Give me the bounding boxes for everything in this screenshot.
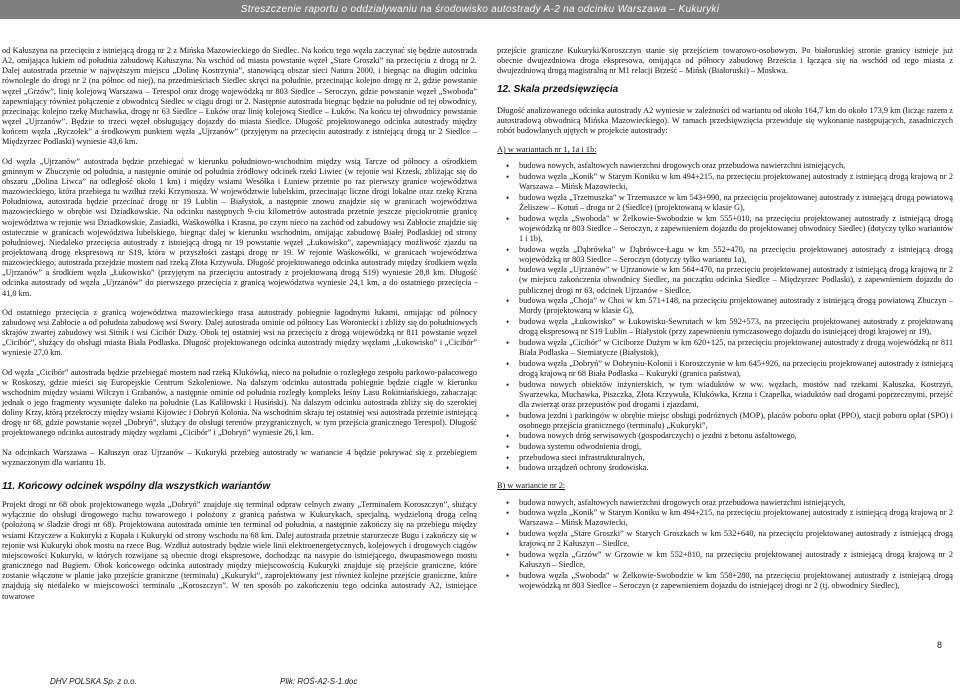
list-item: • budowa węzła „Dąbrówka” w Dąbrówce-Łagu w km 552+470, na przecięciu projektowanej autostrady z istniejącą drogą wojewódzką nr 803 Siedlce – Seroczyn (dotyczy tylko wariantu 1a),	[519, 245, 953, 265]
paragraph: od Kałuszyna na przecięciu z istniejącą drogą nr 2 z Mińska Mazowieckiego do Siedlec. Na końcu tego węzła zaczynać się będzie autostrada A2, omijająca łukiem od południa zabudowę Kałuszyna. Na wschód od miasta powstanie węzeł „Stare Groszki” na przecięciu z drogą nr 2. Dalej autostrada przetnie w najwęższym miejscu „Dolinę Kostrzynia”, stanowiącą obszar sieci Natura 2000, i biegnąc na długim odcinku równolegle do drogi nr 2 (na północ od niej), na przedmieściach Siedlec skręci na południe, przecinając kolejno drogę nr 2, gdzie powstanie węzeł „Grzów”, linię kolejową Warszawa – Terespol oraz drogę wojewódzką nr 803 Siedlce – Seroczyn, gdzie powstanie węzeł „Swoboda” zapewniający również połączenie z obwodnicą Siedlec w ciągu drogi nr 2. Następnie autostrada biegnąc będzie na południe od tej obwodnicy, przecinając kolejno rzekę Muchawka, drogę nr 63 Siedlce – Łuków oraz linię kolejową Siedlce – Łuków. Na końcu tej obwodnicy powstanie węzeł „Ujrzanów”. Będzie to trzeci węzeł obsługujący dojazdy do miasta Siedlce. Długość projektowanego odcinka autostrady między końcem węzła „Ryczołek” a środkowym punktem węzła „Ujrzanów” (przyjętym na przecięciu autostrady z istniejącą drogą nr 2 Siedlce – Międzyrzec Podlaski) wyniesie 43,6 km.	[2, 46, 477, 147]
paragraph: Od węzła „Cicibór” autostrada będzie przebiegać mostem nad rzeką Klukówką, nieco na południe o rozległego zespołu parkowo-pałacowego w Roskoszy, gdzie mieści się Europejskie Centrum Szkoleniowe. Na dalszym odcinku autostrada pobiegnie będzie ciągle w kierunku wschodnim między wsiami Wilczyn i Grabanów, a następnie ominie od południa rozległy kompleks leśny Lasu Rokitniańskiego, zahaczając jednak o jego fragmenty wysunięte daleko na południe (Las Kaliłowski i Husiński). Na dalszym odcinku autostrada zbliży się do szerokiej doliny Krzy, którą przekroczy między wsiami Kijowiec i Dobryń Kolonia. Na wschodnim skraju tej ostatniej wsi autostrada przetnie istniejącą drogę nr 68, gdzie powstanie węzeł „Dobryń”, służący do obsługi terenów przygranicznych, w tym przejścia granicznego Terespol). Długość projektowanego odcinka autostrady między węzłami „Cicibór” i „Dobryń” wyniesie 26,1 km.	[2, 367, 477, 438]
left-column	[2, 46, 477, 611]
list-item: • budowa nowych obiektów inżynierskich, w tym wiaduktów w ww. węzłach, mostów nad rzekami Kałuszka, Kostrzyń, Swarzewka, Muchawka, Piszczka, Złota Krzywuła, Klukówka, Krzna i Czapelka, wiaduktów nad drogami poprzecznymi, przejść dla zwierząt oraz przepustów pod drogami i zjazdami,	[519, 380, 953, 410]
list-item: • budowa systemu odwodnienia drogi,	[519, 442, 953, 452]
list-item: • budowa nowych dróg serwisowych (gospodarczych) o jezdni z betonu asfaltowego,	[519, 431, 953, 441]
list-item: • budowa węzła „Trzemuszka” w Trzemuszce w km 543+990, na przecięciu projektowanej autostrady z istniejącą drogą powiatową Żeliszew – Kotuń – droga nr 2 (Siedlce) (projektowaną w klasie G),	[519, 193, 953, 213]
paragraph: Od węzła „Ujrzanów” autostrada będzie przebiegać w kierunku południowo-wschodnim między wsią Tarcze od północy a ośrodkiem gminnym w Zbuczynie od południa, a następnie ominie od południa źródłowy odcinek rzeki Liwiec (w rejonie wsi Krzesk, zbliżając się do obszaru „Dolina Liwca” na odległość około 1 km) i między wsiami Wesółka i Łuniew przetnie po raz pierwszy granice województwa mazowieckiego, która przebiega tu wzdłuż rzeki Krzymosza. W województwie lubelskim, przecinając liczne drogi lokalne oraz rzekę Krzna Południowa, autostrada będzie przecinać drogę nr 19 Lublin – Białystok, a następnie znowu znajdzie się w granicach województwa mazowieckiego w obrębie wsi Dziadkowskie. Na odcinku następnych 9-ciu kilometrów autostrada przetnie jeszcze pięciokrotnie granicę województwa w rejonie wsi Dziadkowskie, Zasiadki, Waśkowólka i Krasna, po czym nieco na zachód od zabudowy wsi Zabłocie znajdzie się ostatecznie w granicach województwa lubelskiego, biegnąc dalej w kierunku wschodnim, omijając zabudowę Białej Podlaskiej od strony południowej. Niedaleko przecięcia autostrady z istniejącą drogą nr 19 powstanie węzeł „Łukowisko”, zapewniający możliwość zjazdu na projektowaną drogę ekspresową nr S19, która w przyszłości zastąpi drogę nr 19. W rejonie Waśkowólki, w granicach województwa mazowieckiego, autostrada przejdzie mostem nad rzeką Złota Krzywuła. Długość projektowanego odcinka autostrady między środkiem węzła „Ujrzanów” a środkiem węzła „Łukowisko” (przyjętym na przecięciu autostrady z projektowaną drogą S19) wyniesie 28,8 km. Długość odcinka autostrady od węzła „Ujrzanów” do pierwszego przecięcia z granicą województwa wyniesie 24,1 km, a do ostatniego przecięcia - 41,0 km.	[2, 156, 477, 298]
paragraph: Projekt drogi nr 68 obok projektowanego węzła „Dobryń” znajduje się terminal odpraw celnych zwany „Terminalem Koroszczyn”, służący wyłącznie do obsługi drogowego ruchu towarowego i położony z granicą państwa w Kukurykach, specjalną, wydzieloną drogą celną (położoną w śladzie drogi nr 68). Projektowana autostrada ominie ten terminal od południa, a następnie zakończy się na przebiegu między wsiami Krzyczew a Kukuryki z Kupała i Kukuryki od strony wschodu na 68 km. Dalej autostrada przetnie starorzecze Bugu i zakończy się w rejonie wsi Kukuryki obok mostu na rzece Bug. Wzdłuż autostrady będzie wiele linii elektroenergetycznych, kolejowych i drogowych ciągów miejscowości Kukuryki, w których rozwijane są obecnie drogi ekspresowe, dochodząc na nasypie do istniejącego, dwupasmowego mostu granicznego nad Bugiem. Obok końcowego odcinka autostrady między miejscowością Kukuryki znajduje się przejście graniczne, które zostanie włączone w planie jako przejście graniczne (terminalu) „Kukuryki”, zaprojektowany jest również kolejne przejście graniczne, które znajdują się niedaleko w miejscowości terminalu „Koroszczyn”. W ten sposób po zakończeniu tego odcinka autostrady A2, istniejące towarowe	[2, 500, 477, 601]
list-item: • przebudowa sieci infrastrukturalnych,	[519, 453, 953, 463]
list-item: • budowa węzła „Cicibór” w Ciciborze Dużym w km 620+125, na przecięciu projektowanej autostrady z drogą wojewódzką nr 811 Biała Podlaska – Siemiatycze (Białystok),	[519, 338, 953, 358]
paragraph: Długość analizowanego odcinka autostrady A2 wyniesie w zależności od wariantu od około 164,7 km do około 173,9 km (licząc razem z autostradową obwodnicą Mińska Mazowieckiego). W ramach przedsięwzięcia przewiduje się wykonanie następujących, zasadniczych robót budowlanych ujętych w projekcie autostrady:	[497, 105, 953, 135]
footer	[0, 674, 960, 690]
list-item: • budowa nowych, asfaltowych nawierzchni drogowych oraz przebudowa nawierzchni istniejących,	[519, 498, 953, 508]
variant-b-heading: B) w wariancie nr 2:	[497, 481, 566, 491]
right-column	[497, 46, 953, 599]
variant-a-heading: A) w wariantach nr 1, 1a i 1b:	[497, 145, 597, 155]
variant-b-list	[497, 498, 953, 591]
paragraph: Na odcinkach Warszawa – Kałuszyn oraz Ujrzanów – Kukuryki przebieg autostrady w wariancie 4 będzie pokrywać się z przebiegiem wyznaczonym dla wariantu 1b.	[2, 447, 477, 467]
list-item: • budowa węzła „Ujrzanów” w Ujrzanowie w km 564+470, na przecięciu projektowanej autostrady z istniejącą drogą krajową nr 2 (w miejscu zakończenia obwodnicy Siedlec, na początku odcinka Siedlce – Międzyrzec Podlaski), z zapewnieniem dojazdu do publicznej drogi nr 63, odcinek Ujrzanów - Siedlce,	[519, 265, 953, 295]
list-item: • budowa węzła „Grzów” w Grzowie w km 552+810, na przecięciu projektowanej autostrady z istniejącą drogą krajową nr 2 Kałuszyn – Siedlce,	[519, 550, 953, 570]
footer-company: DHV POLSKA Sp. z o.o.	[50, 677, 137, 686]
section-heading-12: 12. Skala przedsięwzięcia	[497, 84, 619, 96]
variant-a-list	[497, 161, 953, 473]
paragraph: przejście graniczne Kukuryki/Koroszczyn stanie się przejściem towarowo-osobowym. Po białoruskiej stronie granicy istnieje już obecnie dwujezdniowa droga ekspresowa, omijająca od północy zabudowę Brześcia i łącząca się na wschód od tego miasta z dwujezdniową drogą magistralną nr M1 relacji Brześć – Mińsk (Białoruski) – Moskwa.	[497, 46, 953, 76]
list-item: • budowa jezdni i parkingów w obrębie miejsc obsługi podróżnych (MOP), placów poboru opłat (PPO), stacji poboru opłat (SPO) i osobnego przejścia granicznego (terminalu) „Kukuryki”,	[519, 411, 953, 431]
paragraph: Od ostatniego przecięcia z granicą województwa mazowieckiego trasa autostrady pobiegnie łagodnymi łukami, omijając od północy zabudowę wsi Zabłocie a od południa zabudowę wsi Swory. Dalej autostrada ominie od północy Las Woroniecki i zbliży się do południowych skrajów zwartej zabudowy wsi Sitnik i wsi Cicibór Duży. Obok tej ostatniej wsi na przecięciu z drogą wojewódzką nr 811 powstanie węzeł „Cicibór”, służący do obsługi miasta Biała Podlaska. Długość projektowanego odcinka autostrady między węzłami „Łukowisko” i „Cicibór” wyniesie 27,0 km.	[2, 307, 477, 358]
list-item: • budowa węzła „Konik” w Starym Koniku w km 494+215, na przecięciu projektowanej autostrady z istniejącą drogą krajową nr 2 Warszawa – Mińsk Mazowiecki,	[519, 508, 953, 528]
list-item: • budowa urządzeń ochrony środowiska.	[519, 463, 953, 473]
list-item: • budowa węzła „Swoboda” w Żelkowie-Swobodzie w km 555+010, na przecięciu projektowanej autostrady z istniejącą drogą wojewódzką nr 803 Siedlce – Seroczyn, z zapewnieniem dojazdu do projektowanej obwodnicy Siedlec) (dotyczy tylko wariantów 1 i 1b),	[519, 214, 953, 244]
footer-file-name: Plik: ROŚ-A2-S-1.doc	[280, 677, 358, 686]
list-item: • budowa węzła „Swoboda” w Żelkowie-Swobodzie w km 558+280, na przecięciu projektowanej autostrady z istniejącą drogą wojewódzką nr 803 Siedlce – Seroczyn (z zapewnieniem dojazdu do istniejącej drogi nr 2 (tj. obwodnicy Siedlec),	[519, 571, 953, 591]
list-item: • budowa węzła „Stare Groszki” w Starych Groszkach w km 532+640, na przecięciu projektowanej autostrady z istniejącą drogą krajową nr 2 Kałuszyn – Siedlce,	[519, 529, 953, 549]
list-item: • budowa węzła „Choja” w Choi w km 571+148, na przecięciu projektowanej autostrady z istniejącą drogą powiatową Zbuczyn – Mordy (projektowaną w klasie G),	[519, 296, 953, 316]
page-number: 8	[936, 640, 942, 650]
list-item: • budowa węzła „Konik” w Starym Koniku w km 494+215, na przecięciu projektowanej autostrady z istniejącą drogą krajową nr 2 Warszawa – Mińsk Mazowiecki,	[519, 172, 953, 192]
section-heading-11: 11. Końcowy odcinek wspólny dla wszystkich wariantów	[2, 480, 271, 492]
list-item: • budowa nowych, asfaltowych nawierzchni drogowych oraz przebudowa nawierzchni istniejących,	[519, 161, 953, 171]
running-header: Streszczenie raportu o oddziaływaniu na środowisko autostrady A-2 na odcinku Warszawa – Kukuryki	[0, 0, 960, 19]
list-item: • budowa węzła „Łukowisko” w Łukowisku-Sewrutach w km 592+573, na przecięciu projektowanej autostrady z projektowaną drogą ekspresową nr S19 Lublin – Białystok (przy zapewnieniu tymczasowego dojazdu do istniejącej drogi krajowej nr 19),	[519, 317, 953, 337]
list-item: • budowa węzła „Dobryń” w Dobryniu-Kolonii i Koroszczynie w km 645+926, na przecięciu projektowanej autostrady z istniejącą drogą krajową nr 68 Biała Podlaska – Kukuryki (granica państwa),	[519, 359, 953, 379]
